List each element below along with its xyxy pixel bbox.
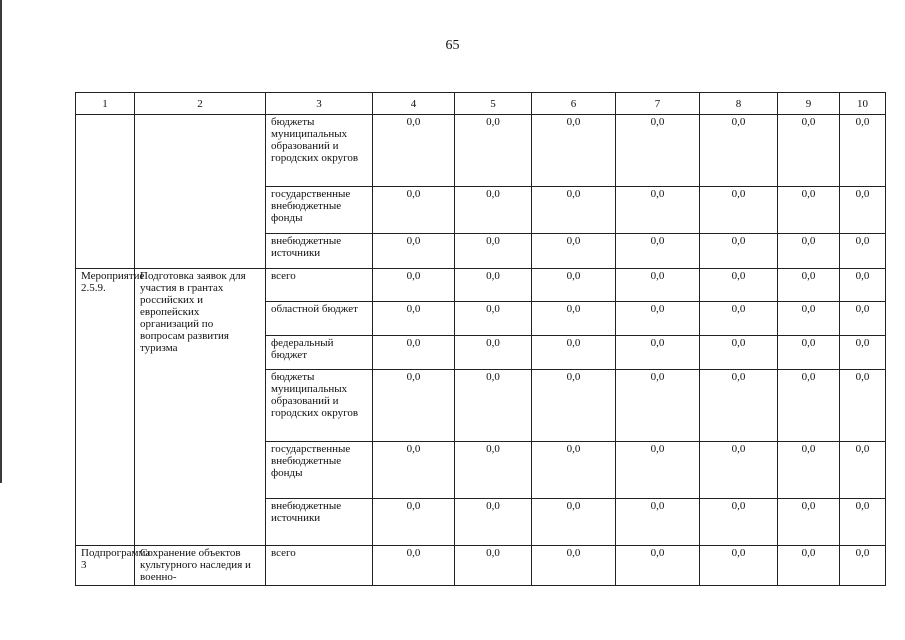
value-cell: 0,0 <box>455 499 532 546</box>
scan-left-edge <box>0 0 2 483</box>
value-cell: 0,0 <box>532 302 616 336</box>
table-row <box>76 269 886 302</box>
funding-source-cell: всего <box>266 546 373 586</box>
funding-source-cell: государственные внебюджетные фонды <box>266 187 373 234</box>
value-cell: 0,0 <box>778 115 840 187</box>
value-cell: 0,0 <box>700 187 778 234</box>
column-header: 5 <box>455 93 532 115</box>
value-cell: 0,0 <box>700 336 778 370</box>
value-cell: 0,0 <box>532 269 616 302</box>
value-cell: 0,0 <box>373 370 455 442</box>
value-cell: 0,0 <box>455 234 532 269</box>
column-header: 7 <box>616 93 700 115</box>
value-cell: 0,0 <box>455 115 532 187</box>
funding-source-cell: бюджеты муниципальных образований и городских округов <box>266 115 373 187</box>
value-cell: 0,0 <box>455 336 532 370</box>
value-cell: 0,0 <box>700 269 778 302</box>
value-cell: 0,0 <box>616 499 700 546</box>
value-cell: 0,0 <box>700 370 778 442</box>
value-cell: 0,0 <box>840 546 886 586</box>
value-cell: 0,0 <box>532 370 616 442</box>
value-cell: 0,0 <box>373 234 455 269</box>
funding-source-cell: государственные внебюджетные фонды <box>266 442 373 499</box>
value-cell: 0,0 <box>532 546 616 586</box>
value-cell: 0,0 <box>840 234 886 269</box>
value-cell: 0,0 <box>373 269 455 302</box>
column-header: 8 <box>700 93 778 115</box>
value-cell: 0,0 <box>778 187 840 234</box>
value-cell: 0,0 <box>840 336 886 370</box>
measure-cell <box>76 115 135 269</box>
funding-source-cell: областной бюджет <box>266 302 373 336</box>
value-cell: 0,0 <box>532 234 616 269</box>
value-cell: 0,0 <box>616 370 700 442</box>
value-cell: 0,0 <box>700 302 778 336</box>
value-cell: 0,0 <box>532 499 616 546</box>
value-cell: 0,0 <box>373 302 455 336</box>
funding-source-cell: бюджеты муниципальных образований и городских округов <box>266 370 373 442</box>
value-cell: 0,0 <box>616 269 700 302</box>
value-cell: 0,0 <box>373 546 455 586</box>
value-cell: 0,0 <box>778 370 840 442</box>
description-cell <box>135 115 266 269</box>
budget-table <box>75 92 886 586</box>
value-cell: 0,0 <box>778 269 840 302</box>
value-cell: 0,0 <box>616 546 700 586</box>
value-cell: 0,0 <box>778 546 840 586</box>
value-cell: 0,0 <box>700 546 778 586</box>
column-header: 1 <box>76 93 135 115</box>
value-cell: 0,0 <box>840 442 886 499</box>
column-header: 10 <box>840 93 886 115</box>
value-cell: 0,0 <box>778 442 840 499</box>
value-cell: 0,0 <box>700 499 778 546</box>
funding-source-cell: федеральный бюджет <box>266 336 373 370</box>
value-cell: 0,0 <box>616 336 700 370</box>
column-header: 6 <box>532 93 616 115</box>
value-cell: 0,0 <box>616 442 700 499</box>
value-cell: 0,0 <box>532 115 616 187</box>
value-cell: 0,0 <box>840 370 886 442</box>
value-cell: 0,0 <box>373 187 455 234</box>
value-cell: 0,0 <box>373 442 455 499</box>
column-header: 9 <box>778 93 840 115</box>
value-cell: 0,0 <box>616 234 700 269</box>
value-cell: 0,0 <box>700 115 778 187</box>
value-cell: 0,0 <box>778 499 840 546</box>
value-cell: 0,0 <box>455 442 532 499</box>
value-cell: 0,0 <box>532 187 616 234</box>
funding-source-cell: внебюджетные источники <box>266 499 373 546</box>
value-cell: 0,0 <box>778 302 840 336</box>
value-cell: 0,0 <box>778 234 840 269</box>
value-cell: 0,0 <box>700 234 778 269</box>
value-cell: 0,0 <box>700 442 778 499</box>
value-cell: 0,0 <box>778 336 840 370</box>
measure-cell: Подпрограмма 3 <box>76 546 135 586</box>
value-cell: 0,0 <box>455 187 532 234</box>
value-cell: 0,0 <box>532 336 616 370</box>
funding-source-cell: внебюджетные источники <box>266 234 373 269</box>
measure-cell: Мероприятие 2.5.9. <box>76 269 135 546</box>
value-cell: 0,0 <box>455 546 532 586</box>
page-number: 65 <box>445 38 460 53</box>
value-cell: 0,0 <box>616 187 700 234</box>
description-cell: Сохранение объектов культурного наследия и военно- <box>135 546 266 586</box>
value-cell: 0,0 <box>840 269 886 302</box>
value-cell: 0,0 <box>616 302 700 336</box>
value-cell: 0,0 <box>455 269 532 302</box>
value-cell: 0,0 <box>532 442 616 499</box>
description-cell: Подготовка заявок для участия в грантах российских и европейских организаций по вопросам развития туризма <box>135 269 266 546</box>
value-cell: 0,0 <box>373 336 455 370</box>
table-row <box>76 546 886 586</box>
funding-source-cell: всего <box>266 269 373 302</box>
column-header: 2 <box>135 93 266 115</box>
value-cell: 0,0 <box>840 115 886 187</box>
value-cell: 0,0 <box>616 115 700 187</box>
value-cell: 0,0 <box>373 115 455 187</box>
column-header: 4 <box>373 93 455 115</box>
value-cell: 0,0 <box>455 370 532 442</box>
table-header-row <box>76 93 886 115</box>
value-cell: 0,0 <box>840 302 886 336</box>
value-cell: 0,0 <box>840 187 886 234</box>
value-cell: 0,0 <box>373 499 455 546</box>
column-header: 3 <box>266 93 373 115</box>
value-cell: 0,0 <box>840 499 886 546</box>
value-cell: 0,0 <box>455 302 532 336</box>
table-row <box>76 115 886 187</box>
